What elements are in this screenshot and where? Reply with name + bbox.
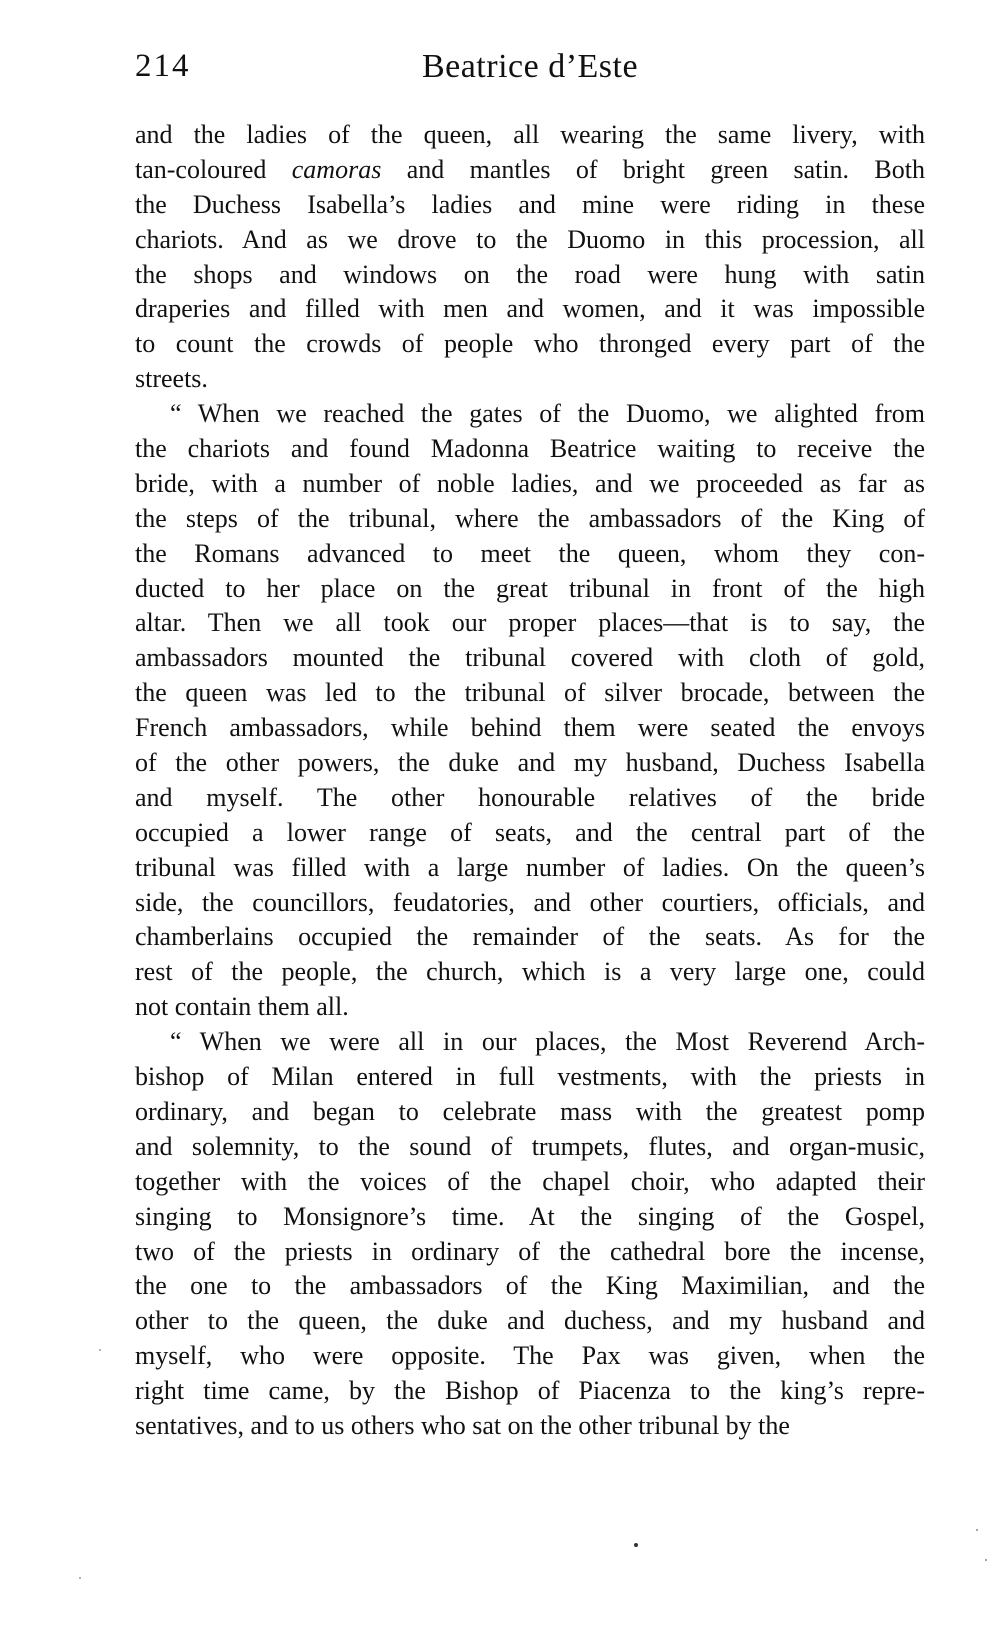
running-title: Beatrice d’Este	[421, 48, 639, 85]
body-text	[135, 118, 925, 1444]
text-line: the one to the ambassadors of the King Maximilian, and the	[135, 1271, 925, 1301]
scan-speck	[985, 1559, 987, 1561]
text-line: not contain them all.	[135, 992, 349, 1022]
text-line: myself, who were opposite. The Pax was given, when the	[135, 1341, 925, 1371]
text-line: the steps of the tribunal, where the ambassadors of the King of	[135, 503, 925, 533]
text-line: altar. Then we all took our proper places—that is to say, the	[135, 608, 925, 638]
text-line: and the ladies of the queen, all wearing the same livery, with	[135, 120, 925, 149]
running-head	[135, 48, 925, 98]
text-line: and solemnity, to the sound of trumpets, flutes, and organ-music,	[135, 1131, 925, 1161]
text-line: and myself. The other honourable relatives of the bride	[135, 782, 925, 812]
text-line: side, the councillors, feudatories, and other courtiers, officials, and	[135, 887, 925, 917]
scan-speck	[79, 1577, 81, 1579]
italic-term: camoras	[291, 154, 382, 184]
text-line: tan-coloured camoras and mantles of bright green satin. Both	[135, 154, 925, 184]
text-line: sentatives, and to us others who sat on the other tribunal by the	[135, 1410, 790, 1440]
text-line: draperies and filled with men and women, and it was impossible	[135, 294, 925, 324]
text-line: ambassadors mounted the tribunal covered with cloth of gold,	[135, 643, 925, 673]
scan-speck	[976, 1529, 978, 1531]
text-line: streets.	[135, 364, 208, 394]
text-line: “ When we reached the gates of the Duomo, we alighted from	[170, 399, 925, 429]
text-line: the Duchess Isabella’s ladies and mine were riding in these	[135, 189, 925, 219]
text-line: the Romans advanced to meet the queen, whom they con-	[135, 538, 925, 568]
text-line: tribunal was filled with a large number of ladies. On the queen’s	[135, 852, 925, 882]
text-line: of the other powers, the duke and my husband, Duchess Isabella	[135, 748, 925, 778]
page-number: 214	[135, 48, 191, 84]
text-line: two of the priests in ordinary of the cathedral bore the incense,	[135, 1236, 925, 1266]
text-line: “ When we were all in our places, the Most Reverend Arch-	[170, 1027, 925, 1057]
text-line: bishop of Milan entered in full vestments, with the priests in	[135, 1062, 925, 1092]
text-line: right time came, by the Bishop of Piacenza to the king’s repre-	[135, 1376, 925, 1406]
text-line: other to the queen, the duke and duchess, and my husband and	[135, 1306, 925, 1336]
text-line: occupied a lower range of seats, and the central part of the	[135, 817, 925, 847]
text-line: bride, with a number of noble ladies, and we proceeded as far as	[135, 468, 925, 498]
text-line: singing to Monsignore’s time. At the singing of the Gospel,	[135, 1201, 925, 1231]
scan-speck	[634, 1543, 638, 1547]
text-line: the queen was led to the tribunal of silver brocade, between the	[135, 678, 925, 708]
scan-speck	[99, 1349, 101, 1351]
text-line: ducted to her place on the great tribunal in front of the high	[135, 573, 925, 603]
text-line: together with the voices of the chapel choir, who adapted their	[135, 1166, 925, 1196]
text-line: to count the crowds of people who thronged every part of the	[135, 329, 925, 359]
text-line: French ambassadors, while behind them were seated the envoys	[135, 713, 925, 743]
text-line: chariots. And as we drove to the Duomo in this procession, all	[135, 224, 925, 254]
text-line: the shops and windows on the road were hung with satin	[135, 259, 925, 289]
text-line: the chariots and found Madonna Beatrice waiting to receive the	[135, 434, 925, 464]
text-line: chamberlains occupied the remainder of the seats. As for the	[135, 922, 925, 952]
text-line: rest of the people, the church, which is a very large one, could	[135, 957, 925, 987]
text-line: ordinary, and began to celebrate mass with the greatest pomp	[135, 1096, 925, 1126]
